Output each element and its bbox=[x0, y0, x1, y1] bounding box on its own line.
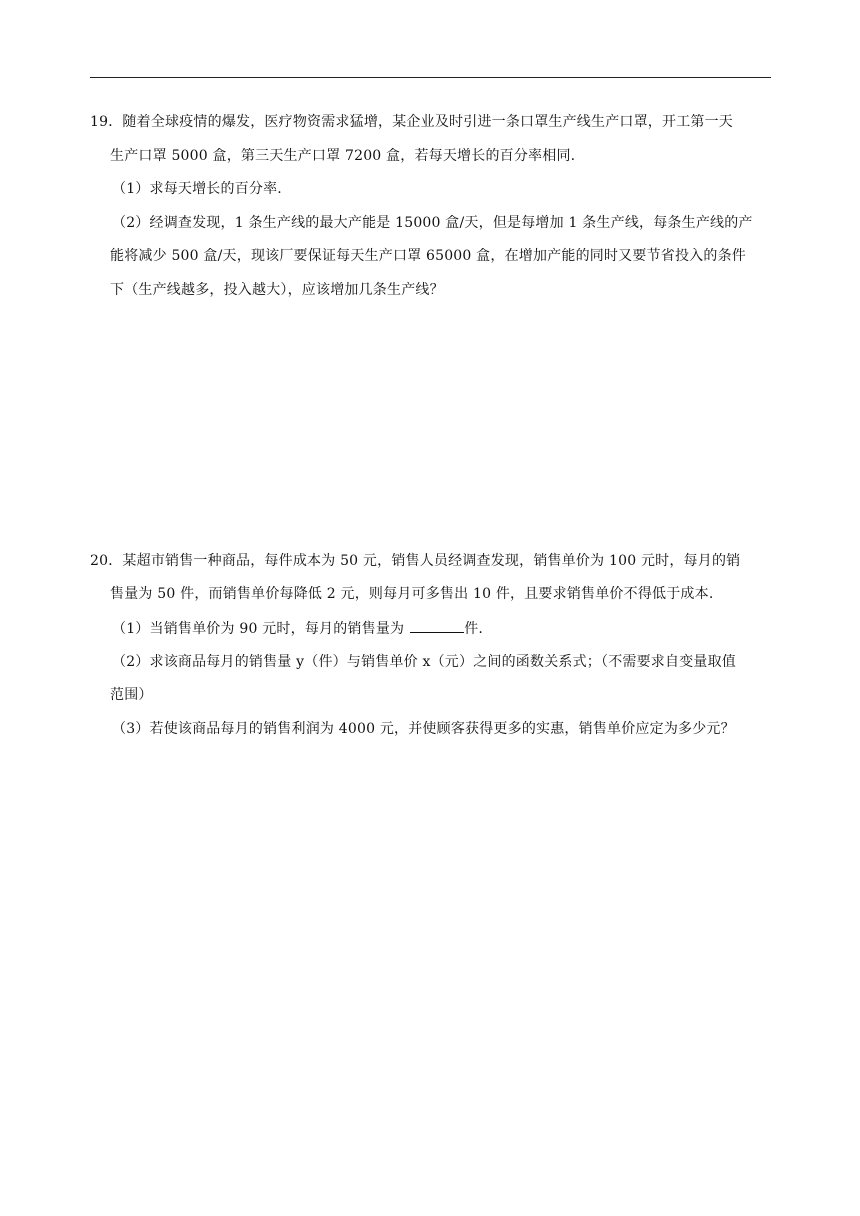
q20-part-2-line-1: （2）求该商品每月的销售量 y（件）与销售单价 x（元）之间的函数关系式；（不需要求自变量取值 bbox=[112, 654, 737, 670]
answer-blank[interactable] bbox=[410, 619, 464, 633]
q19-part-1: （1）求每天增长的百分率. bbox=[112, 181, 282, 197]
q19-part-2-line-1: （2）经调查发现，1 条生产线的最大产能是 15000 盒/天，但是每增加 1 条生产线，每条生产线的产 bbox=[112, 215, 753, 231]
q20-part-3: （3）若使该商品每月的销售利润为 4000 元，并使顾客获得更多的实惠，销售单价应定为多少元？ bbox=[112, 721, 735, 737]
q20-stem-line-1: 20．某超市销售一种商品，每件成本为 50 元，销售人员经调查发现，销售单价为 100 元时，每月的销 bbox=[90, 553, 741, 569]
q20-part-1-suffix: 件. bbox=[464, 621, 484, 637]
q19-stem-line-2: 生产口罩 5000 盒，第三天生产口罩 7200 盒，若每天增长的百分率相同. bbox=[110, 148, 576, 164]
q20-part-1-prefix: （1）当销售单价为 90 元时，每月的销售量为 bbox=[112, 621, 405, 637]
q19-stem-line-1: 19．随着全球疫情的爆发，医疗物资需求猛增，某企业及时引进一条口罩生产线生产口罩，开工第一天 bbox=[90, 114, 734, 130]
q20-stem-line-2: 售量为 50 件，而销售单价每降低 2 元，则每月可多售出 10 件，且要求销售单价不得低于成本. bbox=[110, 586, 714, 602]
q19-part-2-line-2: 能将减少 500 盒/天，现该厂要保证每天生产口罩 65000 盒，在增加产能的同时又要节省投入的条件 bbox=[110, 248, 746, 264]
q20-part-1 bbox=[112, 619, 483, 638]
q19-part-2-line-3: 下（生产线越多，投入越大），应该增加几条生产线？ bbox=[110, 282, 444, 298]
q20-part-2-line-2: 范围） bbox=[110, 687, 153, 703]
header-rule bbox=[90, 77, 771, 78]
